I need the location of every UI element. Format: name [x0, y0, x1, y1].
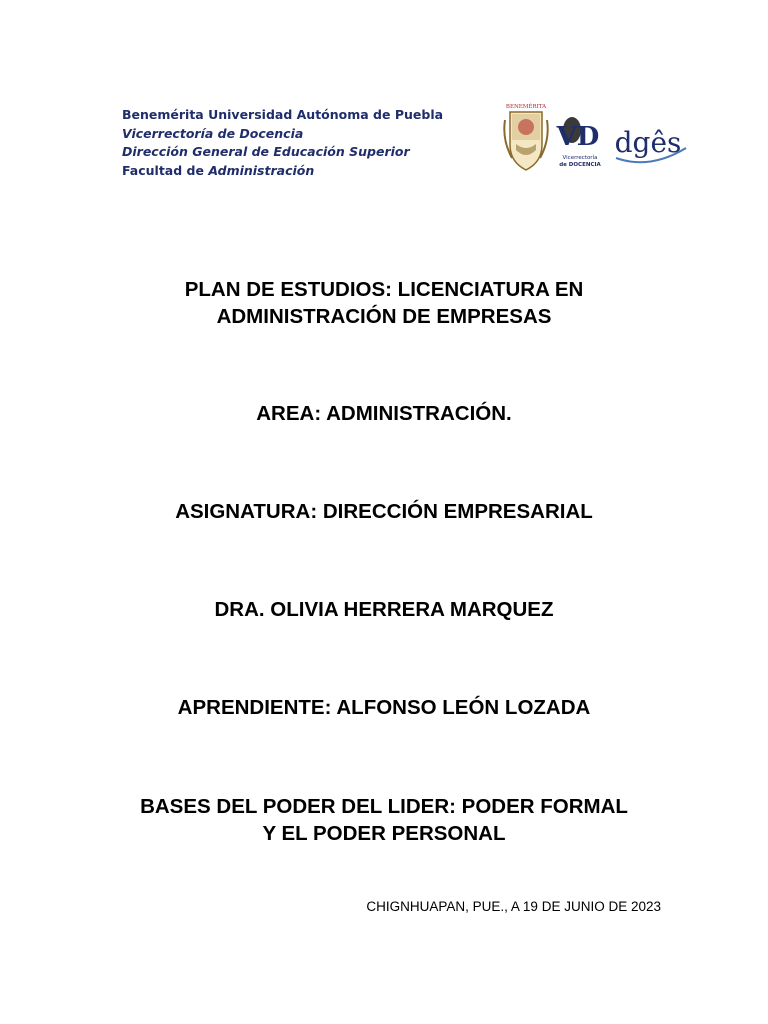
study-plan-line-1: PLAN DE ESTUDIOS: LICENCIATURA EN [184, 278, 584, 301]
vd-caption-2: de DOCENCIA [559, 162, 601, 168]
vd-logo [556, 117, 602, 168]
vd-mark: VD [556, 122, 600, 152]
student-name: APRENDIENTE: ALFONSO LEÓN LOZADA [177, 696, 591, 719]
dges-logo [615, 126, 686, 162]
assignment-title-line-1: BASES DEL PODER DEL LIDER: PODER FORMAL [140, 795, 628, 818]
area-label: AREA: ADMINISTRACIÓN. [256, 402, 512, 425]
assignment-title-line-2: Y EL PODER PERSONAL [262, 822, 506, 845]
faculty-italic: Administración [208, 162, 315, 178]
vice-rectorate-name: Vicerrectoría de Docencia [122, 125, 304, 141]
institution-logos [500, 100, 690, 175]
dges-mark: dgês [614, 126, 682, 159]
directorate-name: Dirección General de Educación Superior [122, 144, 410, 159]
place-and-date: CHIGNHUAPAN, PUE., A 19 DE JUNIO DE 2023 [366, 899, 661, 914]
logos-svg [500, 100, 690, 175]
teacher-name: DRA. OLIVIA HERRERA MARQUEZ [214, 598, 554, 621]
buap-shield-logo [504, 102, 547, 170]
buap-label: BENEMÉRITA [505, 104, 547, 110]
study-plan-line-2: ADMINISTRACIÓN DE EMPRESAS [216, 305, 552, 328]
university-name: Benemérita Universidad Autónoma de Puebla [122, 107, 444, 122]
vd-caption-1: Vicerrectoría [562, 155, 598, 161]
study-plan-title [0, 276, 768, 330]
subject-label: ASIGNATURA: DIRECCIÓN EMPRESARIAL [175, 500, 593, 523]
institution-header [122, 106, 452, 180]
assignment-title [0, 793, 768, 847]
faculty-prefix: Facultad de [122, 162, 209, 178]
faculty-name [122, 162, 452, 181]
